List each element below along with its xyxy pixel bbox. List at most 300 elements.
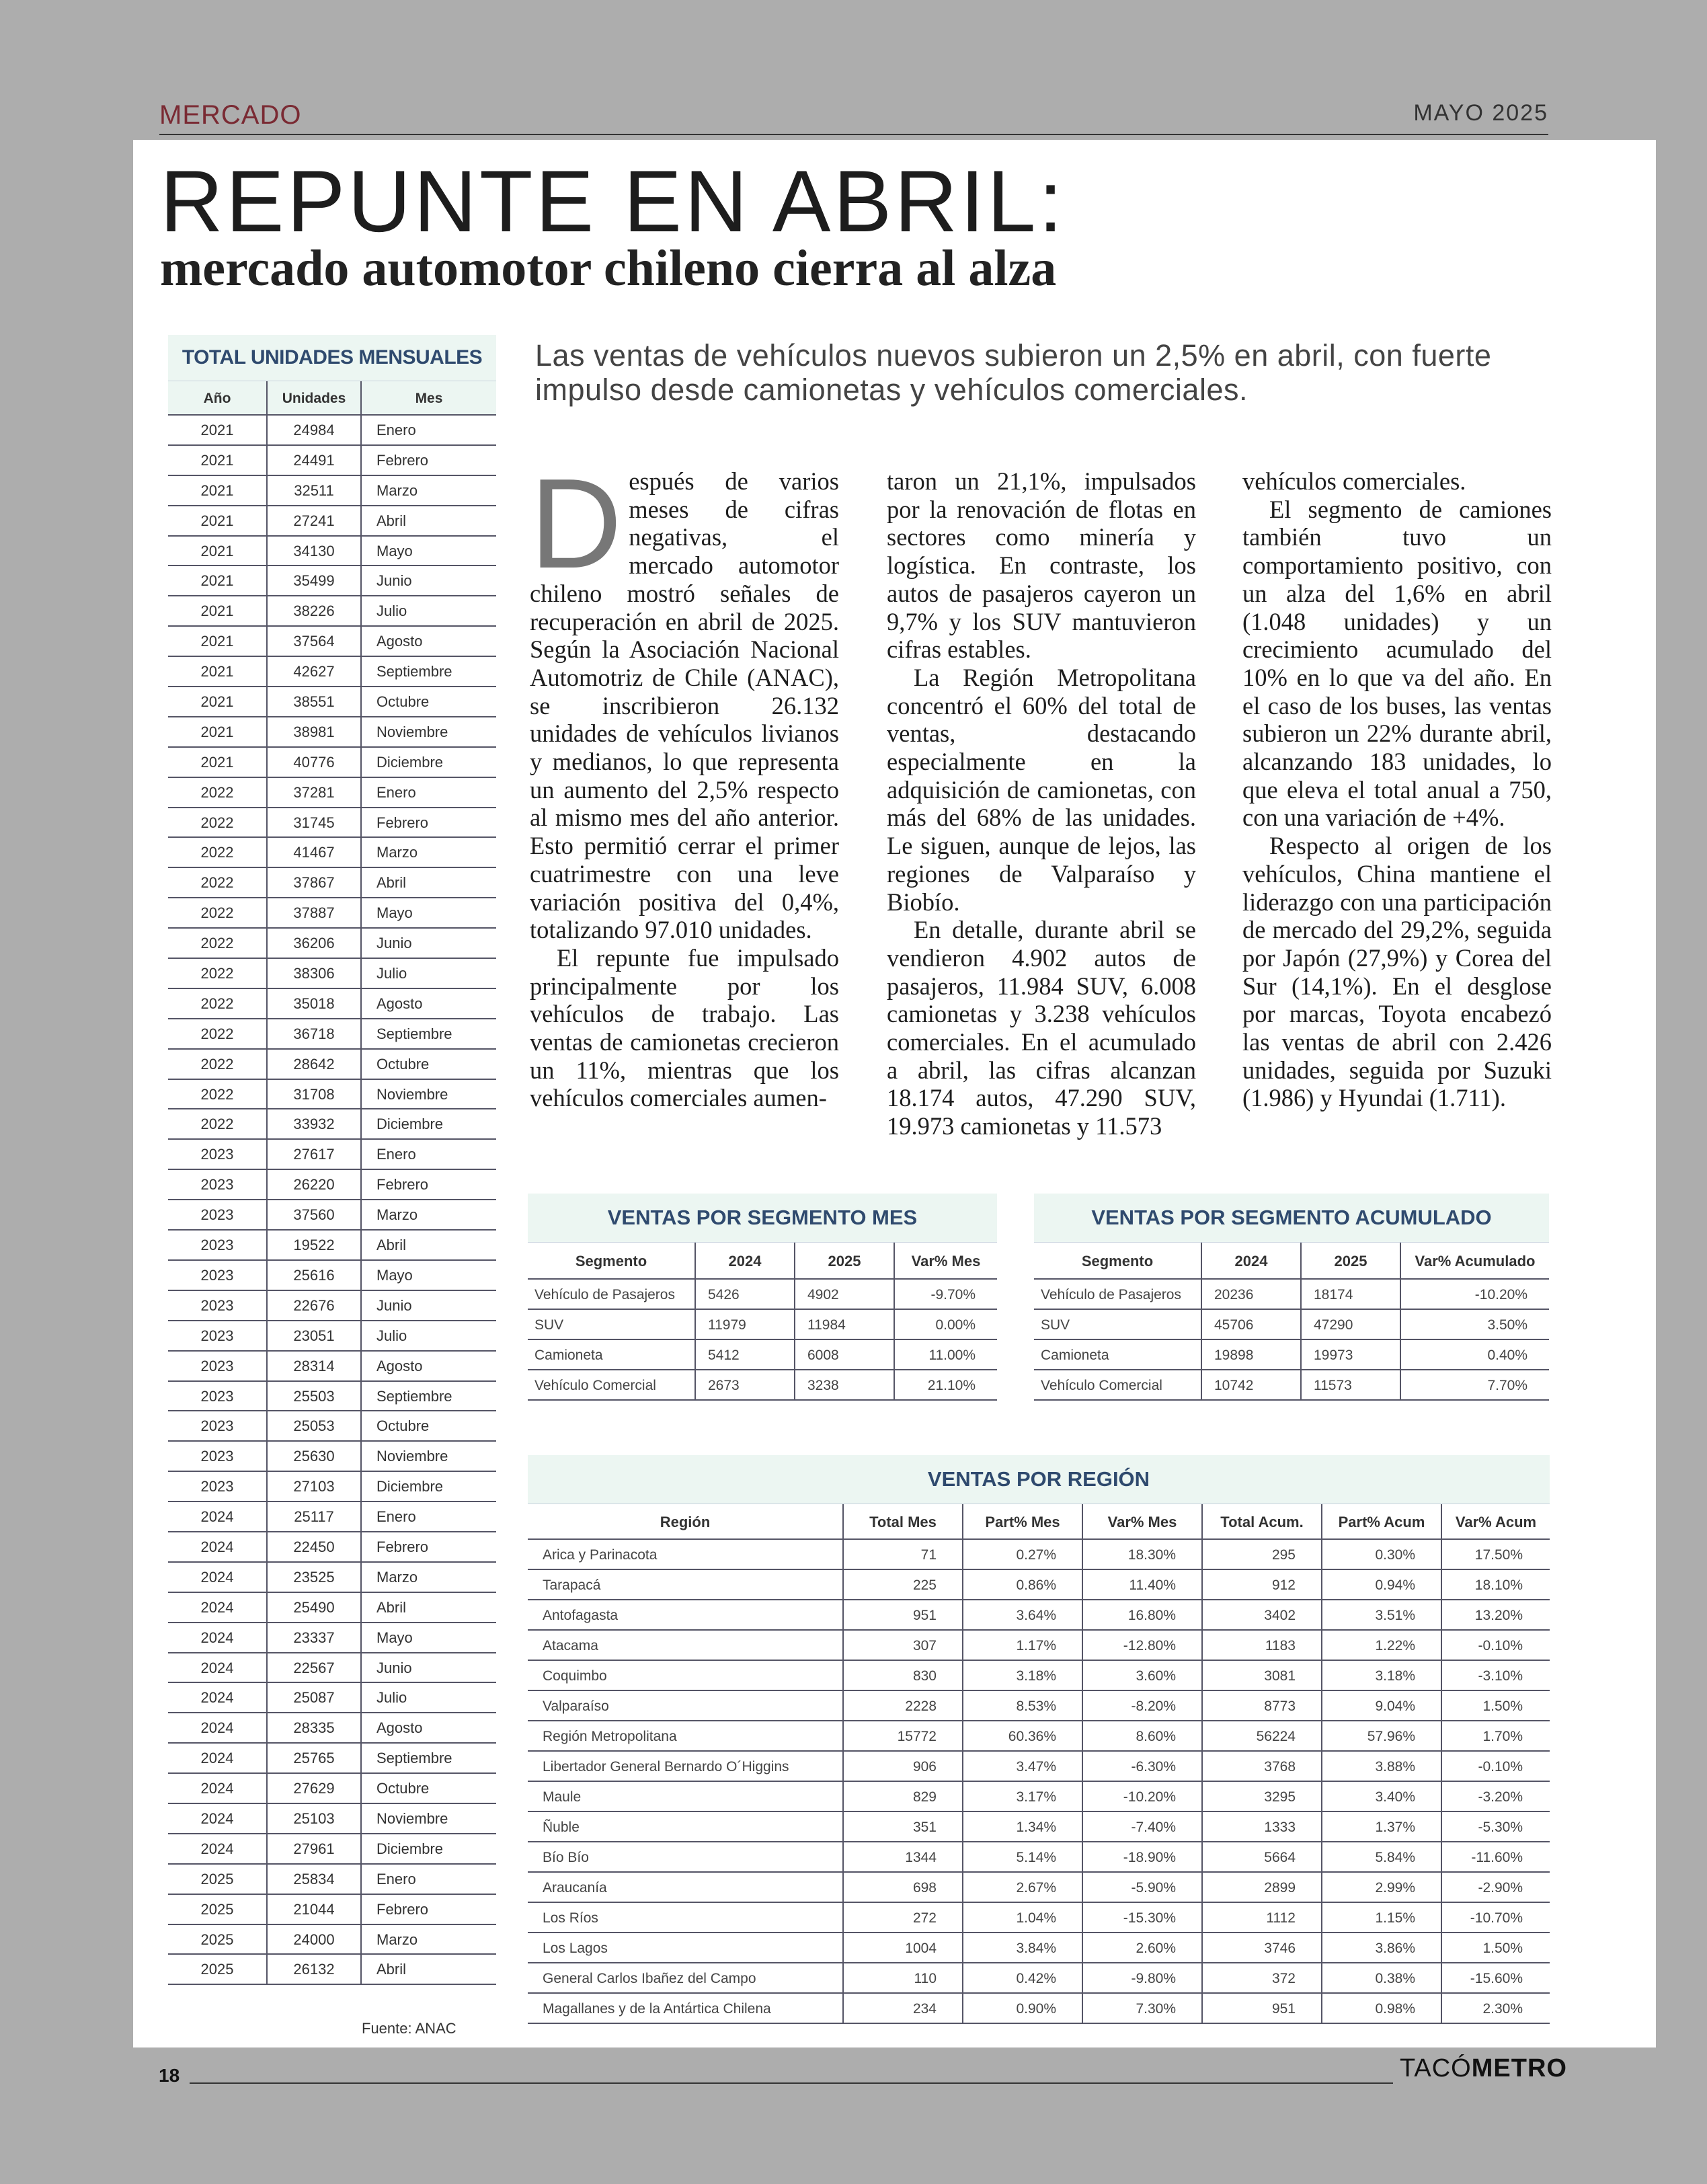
table-row (1034, 1340, 1549, 1370)
table-cell: 2025 (168, 1865, 268, 1894)
region-table-title: VENTAS POR REGIÓN (528, 1455, 1550, 1504)
table-cell: 38981 (268, 717, 362, 746)
table-cell: 21.10% (927, 1378, 976, 1393)
table-row (168, 989, 496, 1019)
table-row (168, 1352, 496, 1382)
table-cell: 38551 (268, 687, 362, 716)
table-cell: 7.70% (1487, 1378, 1527, 1393)
table-cell: 28335 (268, 1713, 362, 1742)
table-cell: 3.47% (963, 1752, 1083, 1781)
table-cell: 8.53% (963, 1691, 1083, 1720)
table-cell: 2025 (168, 1925, 268, 1954)
table-cell: 15772 (844, 1721, 963, 1750)
paragraph: La Región Metropolitana concentró el 60% del total de ventas, destacando especialmente en la adquisición de camionetas, con más del 68% de las unidades. Le siguen, aunque de lejos, las regiones de Valparaíso y Biobío. (887, 663, 1196, 916)
table-cell: -0.10% (1478, 1759, 1523, 1774)
table-cell: Febrero (376, 451, 429, 469)
table-row (168, 1411, 496, 1442)
table-cell: 18.30% (1083, 1540, 1203, 1569)
table-cell: 25616 (268, 1261, 362, 1290)
table-cell: Junio (376, 1659, 412, 1676)
table-row (168, 1321, 496, 1352)
segment-month-table (528, 1194, 997, 1401)
table-cell: Enero (376, 783, 416, 801)
table-row (528, 1691, 1550, 1721)
table-cell: 3.88% (1322, 1752, 1442, 1781)
table-cell: 0.94% (1322, 1570, 1442, 1599)
table-row (168, 1774, 496, 1804)
table-cell: Octubre (376, 1417, 430, 1435)
table-cell: -10.20% (1474, 1287, 1527, 1302)
table-cell: Abril (376, 1961, 407, 1978)
table-row (528, 1994, 1550, 2024)
table-cell: 2022 (168, 898, 268, 927)
table-cell: 3.17% (963, 1782, 1083, 1811)
table-cell: 27241 (268, 506, 362, 535)
table-row (168, 1593, 496, 1623)
table-cell: -3.10% (1478, 1668, 1523, 1684)
table-cell: 2024 (168, 1593, 268, 1622)
table-cell: 11984 (795, 1310, 895, 1339)
table-cell: Julio (376, 602, 407, 620)
table-cell: Noviembre (376, 1809, 448, 1827)
table-cell: 25087 (268, 1683, 362, 1712)
paragraph: taron un 21,1%, impulsados por la renovación de flotas en sectores como minería y logística. En contraste, los autos de pasajeros cayeron un 9,7% y los SUV mantuvieron cifras estables. (887, 467, 1196, 664)
table-cell: Camioneta (528, 1340, 696, 1369)
table-cell: 2022 (168, 959, 268, 988)
header-cell: Part% Acum (1322, 1504, 1442, 1538)
table-row (528, 1873, 1550, 1903)
lede: Las ventas de vehículos nuevos subieron un 2,5% en abril, con fuerte impulso desde camionetas y vehículos comerciales. (535, 338, 1492, 407)
table-row (168, 1804, 496, 1834)
table-cell: 10742 (1202, 1370, 1302, 1399)
table-cell: Abril (376, 1598, 407, 1616)
table-cell: Junio (376, 572, 412, 590)
table-cell: 38306 (268, 959, 362, 988)
table-cell: Julio (376, 965, 407, 982)
table-cell: 2023 (168, 1140, 268, 1169)
brand-part-a: TACÓ (1400, 2054, 1472, 2082)
table-row (168, 416, 496, 446)
table-cell: -12.80% (1083, 1631, 1203, 1660)
segment-acc-table (1034, 1194, 1549, 1401)
table-row (168, 808, 496, 838)
table-cell: 71 (844, 1540, 963, 1569)
table-cell: 22450 (268, 1532, 362, 1561)
header-cell: Segmento (528, 1243, 696, 1278)
table-cell: -9.80% (1083, 1963, 1203, 1992)
table-cell: 3.86% (1322, 1933, 1442, 1962)
table-cell: Tarapacá (528, 1570, 844, 1599)
table-row (168, 537, 496, 567)
table-row (168, 1442, 496, 1472)
table-cell: 1.04% (963, 1903, 1083, 1932)
table-cell: 26132 (268, 1955, 362, 1984)
header-cell: 2025 (795, 1243, 895, 1278)
table-cell: -2.90% (1478, 1880, 1523, 1896)
brand-logo (1400, 2054, 1567, 2083)
table-cell: Febrero (376, 1538, 429, 1555)
header-cell: Var% Mes (911, 1253, 981, 1270)
table-cell: 37281 (268, 778, 362, 807)
table-cell: 25630 (268, 1442, 362, 1471)
table-cell: Mayo (376, 542, 413, 559)
table-cell: 2.99% (1322, 1873, 1442, 1902)
table-row (168, 1261, 496, 1291)
paragraph: Respecto al origen de los vehículos, China mantiene el liderazgo con una participación de mercado del 29,2%, seguida por Japón (27,9%) y Corea del Sur (14,1%). En el desglose por marcas, Toyota encabezó las ventas de abril con 2.426 unidades, seguida por Suzuki (1.986) y Hyundai (1.711). (1242, 832, 1552, 1112)
table-row (528, 1340, 997, 1370)
table-cell: -18.90% (1083, 1842, 1203, 1871)
table-cell: Agosto (376, 1357, 423, 1374)
paragraph: El repunte fue impulsado principalmente por los vehículos de trabajo. Las ventas de camionetas crecieron un 11%, mientras que los vehículos comerciales aumen- (530, 943, 839, 1112)
table-row (528, 1903, 1550, 1933)
table-row (168, 929, 496, 959)
table-cell: 2024 (168, 1834, 268, 1863)
table-cell: Octubre (376, 693, 430, 711)
table-cell: 23337 (268, 1623, 362, 1652)
table-row (168, 1140, 496, 1170)
header-cell: Región (528, 1504, 844, 1538)
table-cell: 24491 (268, 446, 362, 475)
table-cell: 31708 (268, 1080, 362, 1109)
table-cell: 26220 (268, 1170, 362, 1199)
table-cell: 37887 (268, 898, 362, 927)
table-cell: Abril (376, 874, 407, 892)
table-cell: -10.20% (1083, 1782, 1203, 1811)
table-cell: 1344 (844, 1842, 963, 1871)
table-cell: 36718 (268, 1019, 362, 1048)
table-row (528, 1570, 1550, 1600)
table-cell: Ñuble (528, 1812, 844, 1841)
table-row (1034, 1370, 1549, 1401)
table-row (528, 1933, 1550, 1963)
table-cell: 1.50% (1482, 1941, 1523, 1956)
table-cell: 2021 (168, 657, 268, 686)
table-row (168, 1865, 496, 1895)
table-cell: Septiembre (376, 663, 452, 680)
article-column-2 (887, 467, 1196, 1140)
table-cell: 3.64% (963, 1600, 1083, 1629)
table-cell: Mayo (376, 1266, 413, 1284)
table-cell: Marzo (376, 844, 418, 861)
table-row (168, 1895, 496, 1925)
table-row (528, 1963, 1550, 1994)
table-cell: 37867 (268, 868, 362, 897)
table-row (168, 898, 496, 929)
table-cell: 951 (1203, 1994, 1322, 2023)
table-cell: 20236 (1202, 1280, 1302, 1309)
header-cell: Var% Mes (1083, 1504, 1203, 1538)
segment-acc-title: VENTAS POR SEGMENTO ACUMULADO (1034, 1194, 1549, 1242)
segment-acc-header (1034, 1242, 1549, 1280)
table-cell: -0.10% (1478, 1638, 1523, 1653)
table-cell: 295 (1203, 1540, 1322, 1569)
table-cell: 307 (844, 1631, 963, 1660)
table-cell: 5.84% (1322, 1842, 1442, 1871)
article-column-3 (1242, 467, 1552, 1112)
source-note: Fuente: ANAC (362, 2020, 456, 2037)
table-cell: 3.40% (1322, 1782, 1442, 1811)
table-cell: Arica y Parinacota (528, 1540, 844, 1569)
table-cell: 2021 (168, 627, 268, 656)
table-cell: 18174 (1302, 1280, 1401, 1309)
table-cell: 2021 (168, 717, 268, 746)
table-cell: 5412 (696, 1340, 795, 1369)
table-cell: Los Lagos (528, 1933, 844, 1962)
table-cell: 27617 (268, 1140, 362, 1169)
headline: REPUNTE EN ABRIL: (160, 152, 1066, 250)
table-cell: 0.42% (963, 1963, 1083, 1992)
table-row (1034, 1310, 1549, 1340)
table-row (528, 1752, 1550, 1782)
table-cell: 5.14% (963, 1842, 1083, 1871)
table-cell: 2.67% (963, 1873, 1083, 1902)
header-cell: 2024 (1202, 1243, 1302, 1278)
table-cell: 9.04% (1322, 1691, 1442, 1720)
table-cell: 0.98% (1322, 1994, 1442, 2023)
table-cell: 0.86% (963, 1570, 1083, 1599)
table-cell: 37560 (268, 1200, 362, 1229)
table-row (528, 1370, 997, 1401)
header-cell: Total Acum. (1203, 1504, 1322, 1538)
table-cell: -15.30% (1083, 1903, 1203, 1932)
table-cell: 2023 (168, 1411, 268, 1440)
table-row (168, 1200, 496, 1231)
paragraph: En detalle, durante abril se vendieron 4.902 autos de pasajeros, 11.984 SUV, 6.008 camionetas y 3.238 vehículos comerciales. En el acumulado a abril, las cifras alcanzan 18.174 autos, 47.290 SUV, 19.973 camionetas y 11.573 (887, 916, 1196, 1140)
table-cell: 2228 (844, 1691, 963, 1720)
table-cell: 8773 (1203, 1691, 1322, 1720)
table-cell: 3.60% (1083, 1661, 1203, 1690)
table-cell: 2021 (168, 446, 268, 475)
table-cell: 4902 (795, 1280, 895, 1309)
table-cell: 1183 (1203, 1631, 1322, 1660)
table-cell: 2022 (168, 838, 268, 867)
table-cell: 3768 (1203, 1752, 1322, 1781)
region-table-header (528, 1504, 1550, 1540)
table-cell: -3.20% (1478, 1789, 1523, 1805)
article-column-1 (530, 453, 839, 1112)
table-cell: 3.51% (1322, 1600, 1442, 1629)
table-cell: 60.36% (963, 1721, 1083, 1750)
table-row (528, 1631, 1550, 1661)
table-cell: 2899 (1203, 1873, 1322, 1902)
table-cell: Mayo (376, 904, 413, 922)
monthly-table-title: TOTAL UNIDADES MENSUALES (168, 335, 496, 381)
table-cell: 22676 (268, 1291, 362, 1320)
table-cell: 2022 (168, 1109, 268, 1138)
table-cell: 3081 (1203, 1661, 1322, 1690)
table-cell: 3402 (1203, 1600, 1322, 1629)
table-cell: Diciembre (376, 1478, 444, 1495)
table-cell: Marzo (376, 1568, 418, 1586)
table-cell: 5426 (696, 1280, 795, 1309)
table-row (168, 446, 496, 476)
table-row (528, 1782, 1550, 1812)
table-cell: 2024 (168, 1623, 268, 1652)
table-cell: 2023 (168, 1442, 268, 1471)
table-cell: -5.90% (1083, 1873, 1203, 1902)
table-cell: 28314 (268, 1352, 362, 1380)
table-cell: Septiembre (376, 1750, 452, 1767)
table-cell: 2023 (168, 1170, 268, 1199)
segment-month-title: VENTAS POR SEGMENTO MES (528, 1194, 997, 1242)
table-cell: SUV (1034, 1310, 1202, 1339)
table-cell: Diciembre (376, 1116, 444, 1133)
table-row (168, 1563, 496, 1593)
table-cell: 2021 (168, 506, 268, 535)
footer-rule (190, 2082, 1393, 2084)
table-cell: 698 (844, 1873, 963, 1902)
header-cell: 2024 (696, 1243, 795, 1278)
region-table-body (528, 1540, 1550, 2024)
table-cell: 0.30% (1322, 1540, 1442, 1569)
table-row (528, 1600, 1550, 1631)
table-cell: 3746 (1203, 1933, 1322, 1962)
table-cell: Diciembre (376, 1840, 444, 1857)
table-row (528, 1310, 997, 1340)
table-cell: Noviembre (376, 723, 448, 740)
table-cell: 40776 (268, 748, 362, 777)
table-row (168, 596, 496, 627)
table-cell: 24984 (268, 416, 362, 444)
table-row (168, 1382, 496, 1412)
table-cell: 24000 (268, 1925, 362, 1954)
table-row (168, 748, 496, 778)
table-cell: Maule (528, 1782, 844, 1811)
monthly-table-body (168, 416, 496, 1985)
table-row (168, 1834, 496, 1865)
table-cell: 2.60% (1083, 1933, 1203, 1962)
table-cell: 3.18% (963, 1661, 1083, 1690)
table-cell: 1.34% (963, 1812, 1083, 1841)
table-cell: 2021 (168, 537, 268, 566)
table-row (168, 657, 496, 687)
table-cell: 27629 (268, 1774, 362, 1803)
table-cell: 2023 (168, 1321, 268, 1350)
table-cell: 2024 (168, 1532, 268, 1561)
table-cell: Abril (376, 512, 407, 529)
subheadline: mercado automotor chileno cierra al alza (160, 240, 1057, 297)
table-row (168, 1050, 496, 1080)
table-row (168, 1502, 496, 1532)
table-cell: 23525 (268, 1563, 362, 1592)
table-cell: 17.50% (1474, 1547, 1523, 1563)
table-cell: 2021 (168, 566, 268, 595)
table-cell: 2023 (168, 1261, 268, 1290)
table-cell: Febrero (376, 814, 429, 831)
table-row (168, 838, 496, 868)
table-row (168, 566, 496, 596)
table-cell: 11573 (1302, 1370, 1401, 1399)
table-cell: Libertador General Bernardo O´Higgins (528, 1752, 844, 1781)
table-row (528, 1721, 1550, 1752)
table-cell: 2021 (168, 476, 268, 505)
table-cell: Septiembre (376, 1025, 452, 1042)
top-bar (159, 98, 1548, 135)
table-cell: 1.37% (1322, 1812, 1442, 1841)
table-cell: 272 (844, 1903, 963, 1932)
table-cell: Noviembre (376, 1448, 448, 1465)
table-cell: Atacama (528, 1631, 844, 1660)
table-cell: Abril (376, 1237, 407, 1254)
segment-acc-body (1034, 1280, 1549, 1401)
table-cell: Marzo (376, 1206, 418, 1224)
table-cell: 22567 (268, 1653, 362, 1682)
table-cell: Valparaíso (528, 1691, 844, 1720)
table-row (168, 778, 496, 808)
table-cell: -6.30% (1083, 1752, 1203, 1781)
table-cell: Octubre (376, 1055, 430, 1072)
table-cell: 25117 (268, 1502, 362, 1531)
table-cell: 35018 (268, 989, 362, 1018)
table-cell: 5664 (1203, 1842, 1322, 1871)
table-cell: 2024 (168, 1713, 268, 1742)
header-cell: Segmento (1034, 1243, 1202, 1278)
table-cell: 16.80% (1083, 1600, 1203, 1629)
table-row (168, 1713, 496, 1744)
table-cell: 41467 (268, 838, 362, 867)
table-row (168, 1955, 496, 1985)
header-cell: Var% Acum (1455, 1514, 1537, 1530)
table-cell: 2023 (168, 1231, 268, 1259)
table-cell: 2022 (168, 1080, 268, 1109)
table-cell: Junio (376, 1296, 412, 1314)
table-cell: 2024 (168, 1502, 268, 1531)
table-cell: 25765 (268, 1744, 362, 1772)
paragraph: espués de varios meses de cifras negativas, el mercado automotor chileno mostró señales de recuperación en abril de 2025. Según la Asociación Nacional Automotriz de Chile (ANAC), se inscribieron 26.132 unidades de vehículos livianos y medianos, lo que representa un aumento del 2,5% respecto al mismo mes del año anterior. Esto permitió cerrar el primer cuatrimestre con una leve variación positiva del 0,4%, totalizando 97.010 unidades. (530, 467, 839, 944)
table-cell: 27961 (268, 1834, 362, 1863)
table-cell: 2022 (168, 868, 268, 897)
table-cell: Junio (376, 935, 412, 952)
table-row (168, 627, 496, 657)
table-cell: 2.30% (1482, 2001, 1523, 2017)
table-cell: 1.50% (1482, 1699, 1523, 1714)
table-cell: 2023 (168, 1382, 268, 1411)
table-cell: 2024 (168, 1563, 268, 1592)
monthly-table-header (168, 381, 496, 416)
table-cell: Camioneta (1034, 1340, 1202, 1369)
table-cell: 1333 (1203, 1812, 1322, 1841)
table-row (168, 868, 496, 898)
table-cell: 28642 (268, 1050, 362, 1079)
table-row (1034, 1280, 1549, 1310)
table-row (168, 1744, 496, 1774)
table-cell: Mayo (376, 1629, 413, 1646)
table-cell: 8.60% (1083, 1721, 1203, 1750)
table-cell: 6008 (795, 1340, 895, 1369)
table-cell: 27103 (268, 1472, 362, 1501)
page-number: 18 (159, 2065, 180, 2086)
table-row (528, 1540, 1550, 1570)
table-cell: 13.20% (1474, 1608, 1523, 1623)
table-cell: 25503 (268, 1382, 362, 1411)
table-cell: 38226 (268, 596, 362, 625)
table-row (168, 476, 496, 506)
table-cell: 23051 (268, 1321, 362, 1350)
table-cell: 1.17% (963, 1631, 1083, 1660)
table-row (168, 1170, 496, 1200)
segment-month-body (528, 1280, 997, 1401)
table-cell: Araucanía (528, 1873, 844, 1902)
section-label: MERCADO (159, 100, 302, 130)
table-cell: 2021 (168, 687, 268, 716)
table-cell: Los Ríos (528, 1903, 844, 1932)
table-cell: 33932 (268, 1109, 362, 1138)
table-cell: 3.50% (1487, 1317, 1527, 1333)
table-cell: 1.70% (1482, 1729, 1523, 1744)
table-row (168, 1080, 496, 1110)
table-cell: 225 (844, 1570, 963, 1599)
table-cell: Coquimbo (528, 1661, 844, 1690)
